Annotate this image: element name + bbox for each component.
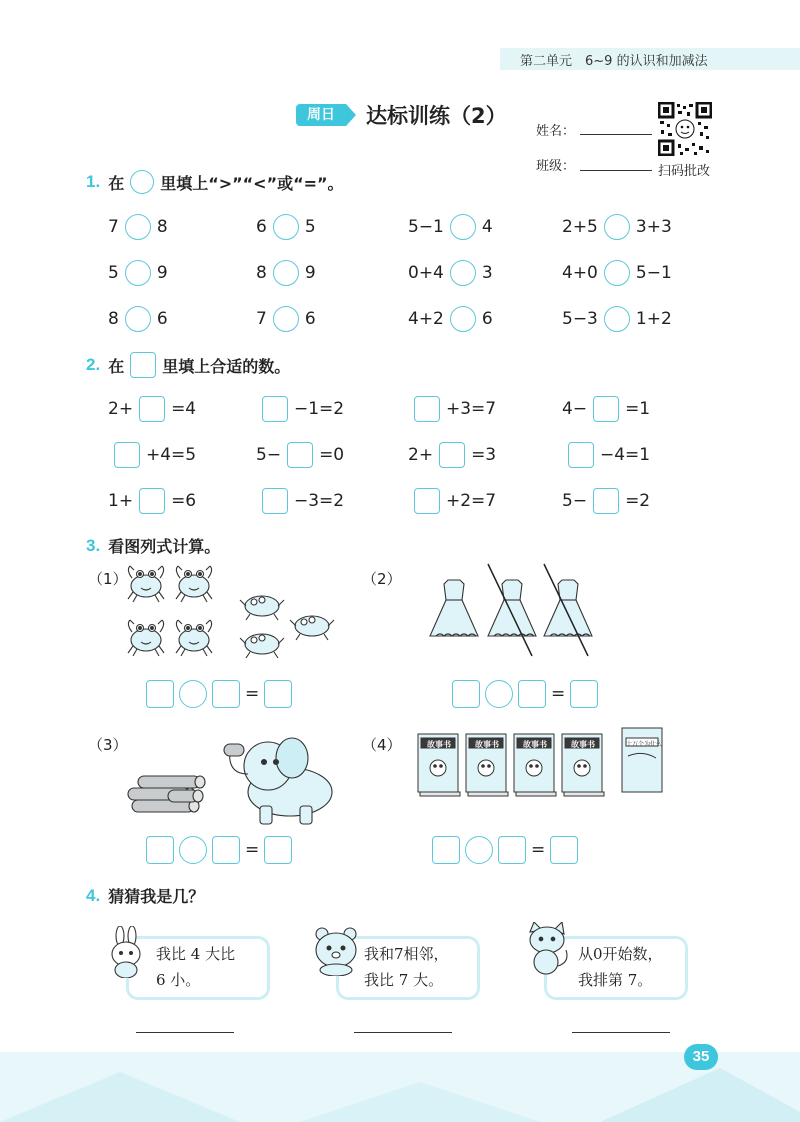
eq-circle[interactable] <box>465 836 493 864</box>
expr-left: 5− <box>256 445 282 465</box>
section2-text-before: 在 <box>108 356 125 376</box>
book-title: 故事书 <box>571 740 595 749</box>
compare-item <box>562 306 672 332</box>
section2-heading <box>86 352 290 378</box>
fill-item <box>408 442 496 468</box>
expr-right: −3=2 <box>294 491 345 511</box>
expr-right: =2 <box>625 491 651 511</box>
expr-left: 2+ <box>408 445 434 465</box>
expr-right: =3 <box>471 445 497 465</box>
expr-right: −1=2 <box>294 399 345 419</box>
crabs-illustration <box>120 562 340 672</box>
problem-label-2: （2） <box>362 570 402 588</box>
answer-box[interactable] <box>414 396 440 422</box>
riddle-1-line1: 我比 4 大比 <box>156 945 236 963</box>
day-tag: 周日 <box>296 104 346 126</box>
operand-left: 8 <box>108 309 119 329</box>
eq-circle[interactable] <box>485 680 513 708</box>
fill-item <box>562 442 650 468</box>
compare-circle[interactable] <box>450 260 476 286</box>
name-field[interactable] <box>580 134 652 135</box>
fill-item <box>256 488 344 514</box>
operand-left: 5−1 <box>408 217 444 237</box>
compare-circle[interactable] <box>450 306 476 332</box>
equation-1 <box>146 680 292 708</box>
operand-left: 5 <box>108 263 119 283</box>
eq-box[interactable] <box>212 680 240 708</box>
equation-4 <box>432 836 578 864</box>
operand-right: 9 <box>304 263 316 283</box>
answer-box[interactable] <box>593 488 619 514</box>
problem-label-4: （4） <box>362 736 402 754</box>
compare-item <box>562 260 672 286</box>
fill-item <box>256 396 344 422</box>
compare-circle[interactable] <box>604 214 630 240</box>
answer-box[interactable] <box>139 488 165 514</box>
compare-item <box>256 306 316 332</box>
circle-sample-icon <box>130 170 154 194</box>
eq-circle[interactable] <box>179 836 207 864</box>
eq-box[interactable] <box>146 836 174 864</box>
compare-item <box>408 214 493 240</box>
compare-circle[interactable] <box>604 306 630 332</box>
book-title: 故事书 <box>475 740 499 749</box>
page-number: 35 <box>684 1044 718 1070</box>
expr-left: 5− <box>562 491 588 511</box>
operand-right: 3+3 <box>635 217 672 237</box>
compare-circle[interactable] <box>125 260 151 286</box>
operand-left: 7 <box>256 309 267 329</box>
eq-box[interactable] <box>432 836 460 864</box>
eq-circle[interactable] <box>179 680 207 708</box>
fill-item <box>408 488 496 514</box>
operand-left: 0+4 <box>408 263 444 283</box>
section1-text-after: 里填上“>”“<”或“=”。 <box>160 173 344 193</box>
operand-left: 5−3 <box>562 309 598 329</box>
eq-box[interactable] <box>498 836 526 864</box>
section1-text-before: 在 <box>108 173 125 193</box>
operand-left: 8 <box>256 263 267 283</box>
expr-right: +2=7 <box>446 491 497 511</box>
fill-item <box>256 442 344 468</box>
section4-number: 4. <box>86 885 101 905</box>
name-label: 姓名： <box>536 124 576 139</box>
section2-text-after: 里填上合适的数。 <box>162 356 291 376</box>
answer-box[interactable] <box>414 488 440 514</box>
section1-heading <box>86 170 344 194</box>
operand-right: 5 <box>304 217 316 237</box>
operand-right: 5−1 <box>635 263 672 283</box>
compare-circle[interactable] <box>450 214 476 240</box>
book-title: 故事书 <box>427 740 451 749</box>
fill-item <box>408 396 496 422</box>
equals-sign: = <box>245 840 260 860</box>
operand-right: 6 <box>304 309 316 329</box>
compare-item <box>108 260 168 286</box>
riddle-1-line2: 6 小。 <box>156 971 201 989</box>
compare-circle[interactable] <box>273 260 299 286</box>
rabbit-icon <box>104 926 150 978</box>
operand-right: 6 <box>481 309 493 329</box>
section3-heading <box>86 534 220 557</box>
expr-left: 1+ <box>108 491 134 511</box>
equation-3 <box>146 836 292 864</box>
section3-number: 3. <box>86 535 101 555</box>
compare-circle[interactable] <box>604 260 630 286</box>
riddle-2-line2: 我比 7 大。 <box>364 971 444 989</box>
compare-item <box>108 306 168 332</box>
answer-box[interactable] <box>568 442 594 468</box>
expr-left: 4− <box>562 399 588 419</box>
cat-icon <box>522 922 572 978</box>
compare-item <box>562 214 672 240</box>
eq-box[interactable] <box>264 836 292 864</box>
expr-right: +4=5 <box>146 445 197 465</box>
operand-right: 6 <box>156 309 168 329</box>
qr-caption: 扫码批改 <box>658 164 711 179</box>
eq-box[interactable] <box>550 836 578 864</box>
riddle-3-line2: 我排第 7。 <box>578 971 653 989</box>
compare-circle[interactable] <box>273 214 299 240</box>
answer-line-2[interactable] <box>354 1032 452 1033</box>
eq-box[interactable] <box>146 680 174 708</box>
expr-left: 2+ <box>108 399 134 419</box>
answer-box[interactable] <box>262 488 288 514</box>
unit-title: 第二单元 6~9 的认识和加减法 <box>520 54 708 69</box>
eq-box[interactable] <box>264 680 292 708</box>
compare-circle[interactable] <box>125 214 151 240</box>
operand-right: 9 <box>156 263 168 283</box>
operand-left: 4+2 <box>408 309 444 329</box>
section1-number: 1. <box>86 172 101 191</box>
operand-left: 4+0 <box>562 263 598 283</box>
answer-box[interactable] <box>139 396 165 422</box>
section3-title: 看图列式计算。 <box>108 537 221 556</box>
riddle-2-line1: 我和7相邻， <box>364 945 449 963</box>
compare-item <box>408 260 493 286</box>
class-field[interactable] <box>580 170 652 171</box>
logs-elephant-illustration <box>120 730 350 830</box>
eq-box[interactable] <box>570 680 598 708</box>
equals-sign: = <box>531 840 546 860</box>
compare-circle[interactable] <box>125 306 151 332</box>
answer-box[interactable] <box>287 442 313 468</box>
section4-heading <box>86 884 204 907</box>
operand-right: 8 <box>156 217 168 237</box>
book4-title: 十万个为什么 <box>625 741 662 748</box>
operand-left: 6 <box>256 217 267 237</box>
problem-label-3: （3） <box>88 736 128 754</box>
fill-item <box>108 396 196 422</box>
footer-decoration <box>0 1052 800 1122</box>
operand-right: 1+2 <box>635 309 672 329</box>
dresses-illustration <box>420 562 600 672</box>
hamster-icon <box>312 926 360 976</box>
expr-right: =1 <box>625 399 651 419</box>
compare-item <box>408 306 493 332</box>
eq-box[interactable] <box>452 680 480 708</box>
equation-2 <box>452 680 598 708</box>
expr-right: +3=7 <box>446 399 497 419</box>
compare-item <box>108 214 168 240</box>
operand-left: 7 <box>108 217 119 237</box>
square-sample-icon <box>130 352 156 378</box>
riddle-3-line1: 从0开始数， <box>578 945 663 963</box>
answer-box[interactable] <box>114 442 140 468</box>
compare-item <box>256 214 316 240</box>
expr-right: =6 <box>171 491 197 511</box>
compare-item <box>256 260 316 286</box>
equals-sign: = <box>551 684 566 704</box>
fill-item <box>562 396 650 422</box>
operand-right: 3 <box>481 263 493 283</box>
expr-right: =0 <box>319 445 345 465</box>
answer-box[interactable] <box>593 396 619 422</box>
expr-right: −4=1 <box>600 445 651 465</box>
books-illustration <box>414 726 674 798</box>
section2-number: 2. <box>86 355 101 374</box>
fill-item <box>562 488 650 514</box>
answer-line-3[interactable] <box>572 1032 670 1033</box>
expr-right: =4 <box>171 399 197 419</box>
operand-left: 2+5 <box>562 217 598 237</box>
book-title: 故事书 <box>523 740 547 749</box>
answer-box[interactable] <box>262 396 288 422</box>
qr-code-icon[interactable] <box>658 102 712 156</box>
page-title: 达标训练（2） <box>366 104 507 128</box>
fill-item <box>108 442 196 468</box>
fill-item <box>108 488 196 514</box>
class-label: 班级： <box>536 159 576 174</box>
compare-circle[interactable] <box>273 306 299 332</box>
operand-right: 4 <box>481 217 493 237</box>
eq-box[interactable] <box>212 836 240 864</box>
answer-box[interactable] <box>439 442 465 468</box>
equals-sign: = <box>245 684 260 704</box>
section4-title: 猜猜我是几？ <box>108 887 205 906</box>
eq-box[interactable] <box>518 680 546 708</box>
problem-label-1: （1） <box>88 570 128 588</box>
answer-line-1[interactable] <box>136 1032 234 1033</box>
